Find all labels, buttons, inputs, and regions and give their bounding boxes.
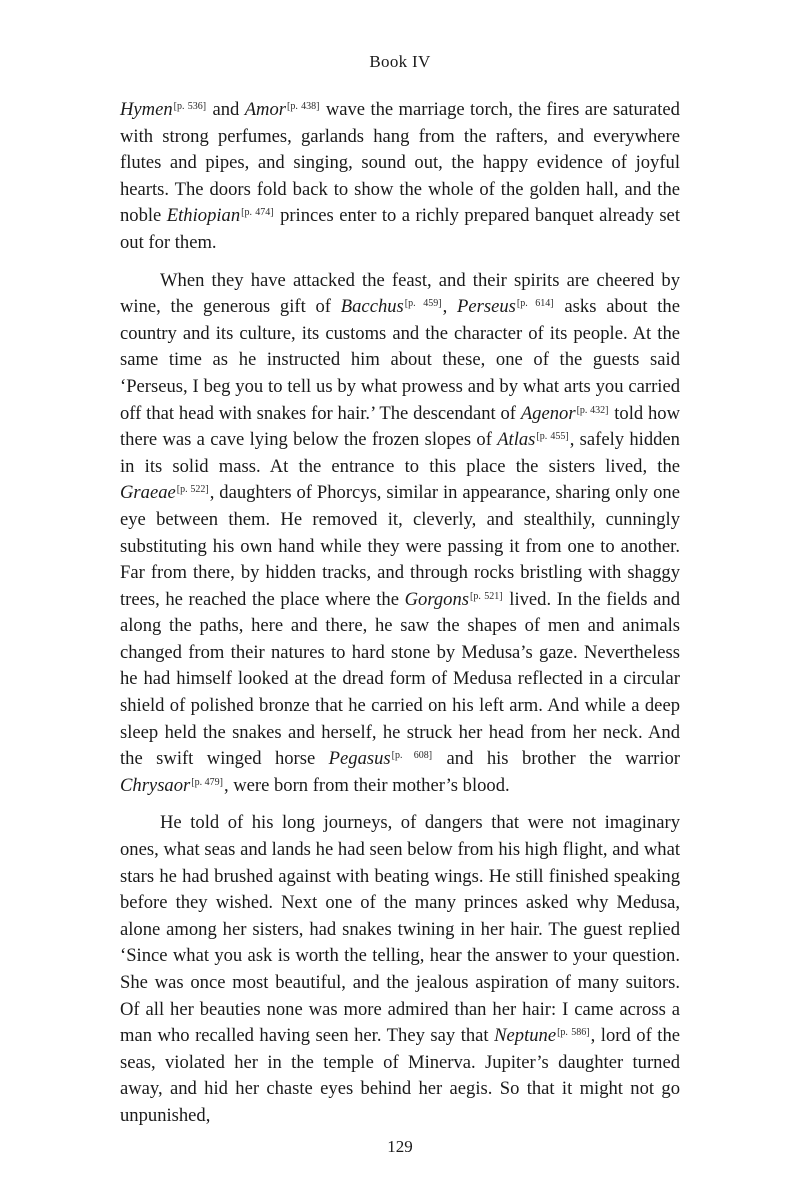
page-number: 129 bbox=[387, 1137, 413, 1156]
text-run: princes enter to a richly prepared banquet already set out for them. bbox=[120, 205, 680, 253]
body-text bbox=[120, 97, 680, 1141]
page-reference: [p. 474] bbox=[241, 207, 274, 219]
proper-name: Perseus bbox=[456, 296, 516, 318]
proper-name: Agenor bbox=[520, 402, 576, 424]
text-run: , lord of the seas, violated her in the temple of Minerva. Jupiter’s daughter turned away, and hid her chaste eyes behind her aegis. So that it might not go unpunished, bbox=[120, 1025, 681, 1126]
page-reference: [p. 438] bbox=[287, 101, 320, 112]
proper-name: Neptune bbox=[494, 1025, 557, 1047]
paragraph bbox=[120, 810, 680, 1129]
text-run: When they have attacked the feast, and their spirits are cheered by wine, the generous gift of bbox=[120, 269, 680, 318]
running-header: Book IV bbox=[369, 52, 431, 71]
proper-name: Gorgons bbox=[404, 588, 469, 610]
text-run: , daughters of Phorcys, similar in appearance, sharing only one eye between them. He removed it, cleverly, and stealthily, cunningly substituting his own hand while they were passing it from one to another. Far from there, by hidden tracks, and through rocks bristling with shaggy trees, he reached the place where the bbox=[120, 482, 680, 610]
text-run: told how there was a cave lying below the frozen slopes of bbox=[120, 402, 681, 451]
proper-name: Ethiopian bbox=[166, 205, 241, 227]
page-reference: [p. 479] bbox=[191, 776, 223, 788]
text-run: He told of his long journeys, of dangers that were not imaginary ones, what seas and lands he had seen below from his high flight, and what stars he had brushed against with beating wings. He still finished speaking before they wished. Next one of the many princes asked why Medusa, alone among her sisters, had snakes twining in her hair. The guest replied ‘Since what you ask is worth the telling, hear the answer to your question. She was once most beautiful, and the jealous aspiration of many suitors. Of all her beauties none was more admired than her hair: I came across a man who recalled having seen her. They say that bbox=[120, 812, 680, 1047]
page-reference: [p. 522] bbox=[176, 484, 209, 496]
proper-name: Atlas bbox=[497, 429, 536, 451]
text-run: wave the marriage torch, the fires are saturated with strong perfumes, garlands hang from the rafters, and everywhere flutes and pipes, and singing, sound out, the happy evidence of joyful hearts. The doors fold back to show the whole of the golden hall, and the noble bbox=[120, 99, 680, 227]
page-reference: [p. 614] bbox=[516, 298, 554, 310]
page-reference: [p. 536] bbox=[173, 101, 207, 112]
page-reference: [p. 459] bbox=[404, 298, 442, 310]
paragraph bbox=[120, 268, 680, 800]
proper-name: Chrysaor bbox=[120, 774, 191, 796]
page-reference: [p. 455] bbox=[536, 431, 569, 443]
text-run: , were born from their mother’s blood. bbox=[223, 774, 510, 796]
proper-name: Hymen bbox=[120, 99, 173, 120]
page-reference: [p. 586] bbox=[557, 1027, 590, 1039]
text-run: , safely hidden in its solid mass. At the entrance to this place the sisters lived, the bbox=[120, 429, 680, 477]
proper-name: Amor bbox=[244, 99, 287, 120]
text-run: asks about the country and its culture, its customs and the character of its people. At the same time as he instructed him about these, one of the guests said ‘Perseus, I beg you to tell us by what prowess and by what arts you carried off that head with snakes for hair.’ The descendant of bbox=[120, 296, 680, 424]
text-run: and bbox=[207, 99, 245, 120]
text-run: lived. In the fields and along the paths, here and there, he saw the shapes of men and animals changed from their natures to hard stone by Medusa’s gaze. Nevertheless he had himself looked at the dread form of Medusa reflected in a circular shield of polished bronze that he carried on his left arm. And while a deep sleep held the snakes and herself, he struck her head from her neck. And the swift winged horse bbox=[120, 588, 680, 770]
page-reference: [p. 521] bbox=[470, 590, 503, 602]
proper-name: Bacchus bbox=[340, 296, 404, 318]
page-reference: [p. 432] bbox=[576, 404, 609, 416]
text-run: and his brother the warrior bbox=[433, 748, 680, 770]
paragraph bbox=[120, 97, 680, 257]
proper-name: Graeae bbox=[120, 482, 176, 504]
text-run: , bbox=[442, 296, 457, 318]
proper-name: Pegasus bbox=[328, 748, 391, 770]
page-reference: [p. 608] bbox=[391, 750, 433, 762]
